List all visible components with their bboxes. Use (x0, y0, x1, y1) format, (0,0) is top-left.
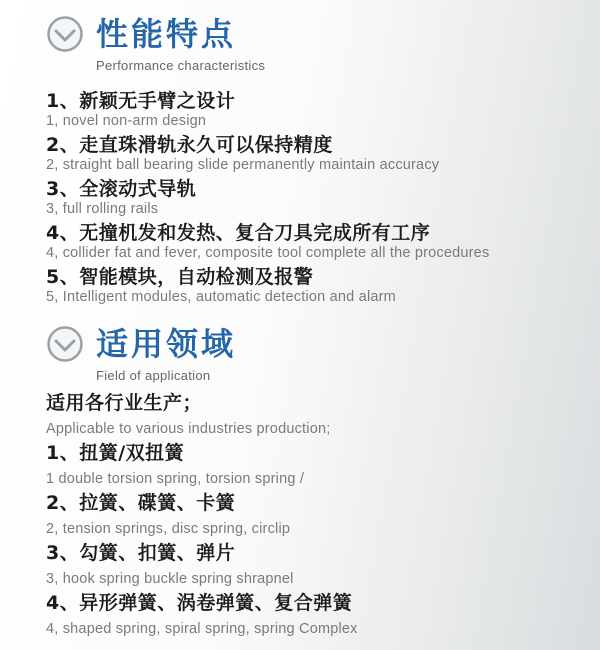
list-item (46, 134, 439, 174)
item-cn: 2、拉簧、碟簧、卡簧 (46, 492, 236, 514)
item-cn: 3、全滚动式导轨 (46, 178, 197, 200)
list-item (46, 222, 489, 262)
application-intro (46, 390, 330, 440)
performance-title: 性能特点 (96, 15, 237, 53)
list-item (46, 440, 304, 490)
item-cn: 1、扭簧/双扭簧 (46, 442, 185, 464)
item-cn: 1、新颖无手臂之设计 (46, 90, 236, 112)
application-section (0, 322, 600, 637)
item-en: 1, novel non-arm design (46, 113, 207, 129)
item-en: 2, straight ball bearing slide permanently maintain accuracy (46, 157, 440, 173)
application-title: 适用领域 (96, 325, 237, 363)
item-cn: 适用各行业生产； (46, 392, 203, 414)
list-item (46, 590, 358, 640)
item-cn: 3、勾簧、扣簧、弹片 (46, 542, 236, 564)
performance-header (0, 12, 600, 56)
item-en: 1 double torsion spring, torsion spring / (46, 471, 305, 487)
list-item (46, 90, 235, 130)
item-en: 5, Intelligent modules, automatic detection and alarm (46, 289, 396, 305)
item-en: 2, tension springs, disc spring, circlip (46, 521, 291, 537)
item-cn: 4、无撞机发和发热、复合刀具完成所有工序 (46, 222, 431, 244)
item-en: Applicable to various industries production; (46, 421, 331, 437)
item-cn: 2、走直珠滑轨永久可以保持精度 (46, 134, 333, 156)
list-item (46, 540, 294, 590)
item-en: 3, hook spring buckle spring shrapnel (46, 571, 294, 587)
performance-section (0, 12, 600, 305)
performance-subtitle: Performance characteristics (96, 58, 266, 73)
check-circle-icon (46, 325, 84, 363)
application-subtitle: Field of application (96, 368, 211, 383)
item-en: 3, full rolling rails (46, 201, 159, 217)
list-item (46, 178, 196, 218)
application-header (0, 322, 600, 366)
item-cn: 4、异形弹簧、涡卷弹簧、复合弹簧 (46, 592, 353, 614)
item-cn: 5、智能模块，自动检测及报警 (46, 266, 314, 288)
item-en: 4, collider fat and fever, composite tool complete all the procedures (46, 245, 490, 261)
check-circle-icon (46, 15, 84, 53)
list-item (46, 490, 290, 540)
item-en: 4, shaped spring, spiral spring, spring Complex (46, 621, 358, 637)
list-item (46, 266, 396, 306)
